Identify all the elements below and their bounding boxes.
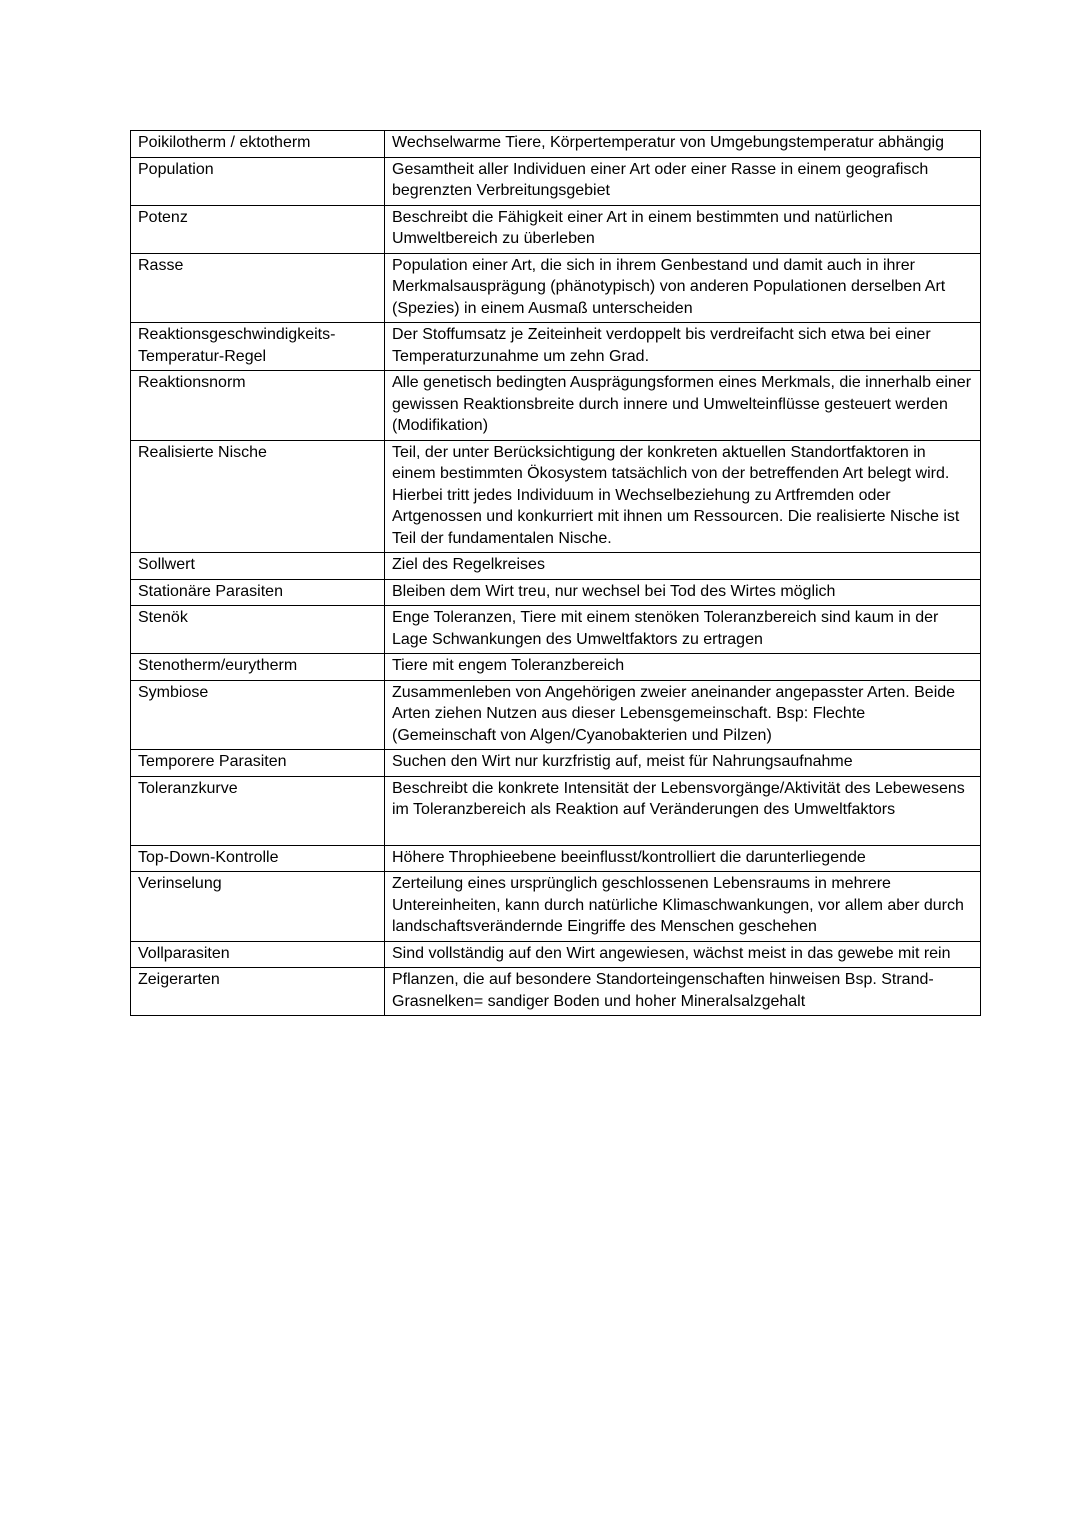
- definition-cell: Alle genetisch bedingten Ausprägungsformen eines Merkmals, die innerhalb einer gewissen Reaktionsbreite durch innere und Umwelteinflüsse gesteuert werden (Modifikation): [385, 371, 981, 441]
- term-cell: Symbiose: [131, 680, 385, 750]
- term-cell: Toleranzkurve: [131, 776, 385, 845]
- definition-cell: Der Stoffumsatz je Zeiteinheit verdoppelt bis verdreifacht sich etwa bei einer Temperaturzunahme um zehn Grad.: [385, 323, 981, 371]
- glossary-table: [130, 130, 981, 1016]
- definition-cell: Wechselwarme Tiere, Körpertemperatur von Umgebungstemperatur abhängig: [385, 131, 981, 158]
- definition-cell: Tiere mit engem Toleranzbereich: [385, 654, 981, 681]
- definition-cell: Sind vollständig auf den Wirt angewiesen, wächst meist in das gewebe mit rein: [385, 941, 981, 968]
- term-cell: Poikilotherm / ektotherm: [131, 131, 385, 158]
- table-row: [131, 750, 981, 777]
- table-row: [131, 845, 981, 872]
- table-row: [131, 872, 981, 942]
- table-row: [131, 553, 981, 580]
- term-cell: Vollparasiten: [131, 941, 385, 968]
- table-row: [131, 776, 981, 845]
- table-row: [131, 680, 981, 750]
- table-row: [131, 579, 981, 606]
- definition-cell: Enge Toleranzen, Tiere mit einem stenöken Toleranzbereich sind kaum in der Lage Schwankungen des Umweltfaktors zu ertragen: [385, 606, 981, 654]
- table-row: [131, 606, 981, 654]
- table-row: [131, 654, 981, 681]
- term-cell: Reaktionsnorm: [131, 371, 385, 441]
- term-cell: Stationäre Parasiten: [131, 579, 385, 606]
- definition-cell: Zerteilung eines ursprünglich geschlossenen Lebensraums in mehrere Untereinheiten, kann durch natürliche Klimaschwankungen, vor allem aber durch landschaftsverändernde Eingriffe des Menschen geschehen: [385, 872, 981, 942]
- definition-cell: Beschreibt die Fähigkeit einer Art in einem bestimmten und natürlichen Umweltbereich zu überleben: [385, 205, 981, 253]
- term-cell: Zeigerarten: [131, 968, 385, 1016]
- definition-cell: Gesamtheit aller Individuen einer Art oder einer Rasse in einem geografisch begrenzten Verbreitungsgebiet: [385, 157, 981, 205]
- term-cell: Temporere Parasiten: [131, 750, 385, 777]
- definition-cell: Ziel des Regelkreises: [385, 553, 981, 580]
- term-cell: Population: [131, 157, 385, 205]
- term-cell: Stenotherm/eurytherm: [131, 654, 385, 681]
- definition-cell: Bleiben dem Wirt treu, nur wechsel bei Tod des Wirtes möglich: [385, 579, 981, 606]
- definition-cell: Beschreibt die konkrete Intensität der Lebensvorgänge/Aktivität des Lebewesens im Toleranzbereich als Reaktion auf Veränderungen des Umweltfaktors: [385, 776, 981, 845]
- definition-cell: Pflanzen, die auf besondere Standorteingenschaften hinweisen Bsp. Strand-Grasnelken= sandiger Boden und hoher Mineralsalzgehalt: [385, 968, 981, 1016]
- table-row: [131, 440, 981, 553]
- table-row: [131, 205, 981, 253]
- term-cell: Potenz: [131, 205, 385, 253]
- glossary-table-body: [131, 131, 981, 1016]
- term-cell: Realisierte Nische: [131, 440, 385, 553]
- term-cell: Verinselung: [131, 872, 385, 942]
- table-row: [131, 968, 981, 1016]
- definition-cell: Suchen den Wirt nur kurzfristig auf, meist für Nahrungsaufnahme: [385, 750, 981, 777]
- definition-cell: Zusammenleben von Angehörigen zweier aneinander angepasster Arten. Beide Arten ziehen Nutzen aus dieser Lebensgemeinschaft. Bsp: Flechte (Gemeinschaft von Algen/Cyanobakterien und Pilzen): [385, 680, 981, 750]
- table-row: [131, 131, 981, 158]
- term-cell: Top-Down-Kontrolle: [131, 845, 385, 872]
- table-row: [131, 941, 981, 968]
- definition-cell: Population einer Art, die sich in ihrem Genbestand und damit auch in ihrer Merkmalsausprägung (phänotypisch) von anderen Populationen derselben Art (Spezies) in einem Ausmaß unterscheiden: [385, 253, 981, 323]
- term-cell: Reaktionsgeschwindigkeits-Temperatur-Regel: [131, 323, 385, 371]
- term-cell: Rasse: [131, 253, 385, 323]
- definition-cell: Teil, der unter Berücksichtigung der konkreten aktuellen Standortfaktoren in einem bestimmten Ökosystem tatsächlich von der betreffenden Art belegt wird. Hierbei tritt jedes Individuum in Wechselbeziehung zu Artfremden oder Artgenossen und konkurriert mit ihnen um Ressourcen. Die realisierte Nische ist Teil der fundamentalen Nische.: [385, 440, 981, 553]
- table-row: [131, 253, 981, 323]
- table-row: [131, 323, 981, 371]
- term-cell: Sollwert: [131, 553, 385, 580]
- term-cell: Stenök: [131, 606, 385, 654]
- definition-cell: Höhere Throphieebene beeinflusst/kontrolliert die darunterliegende: [385, 845, 981, 872]
- table-row: [131, 371, 981, 441]
- table-row: [131, 157, 981, 205]
